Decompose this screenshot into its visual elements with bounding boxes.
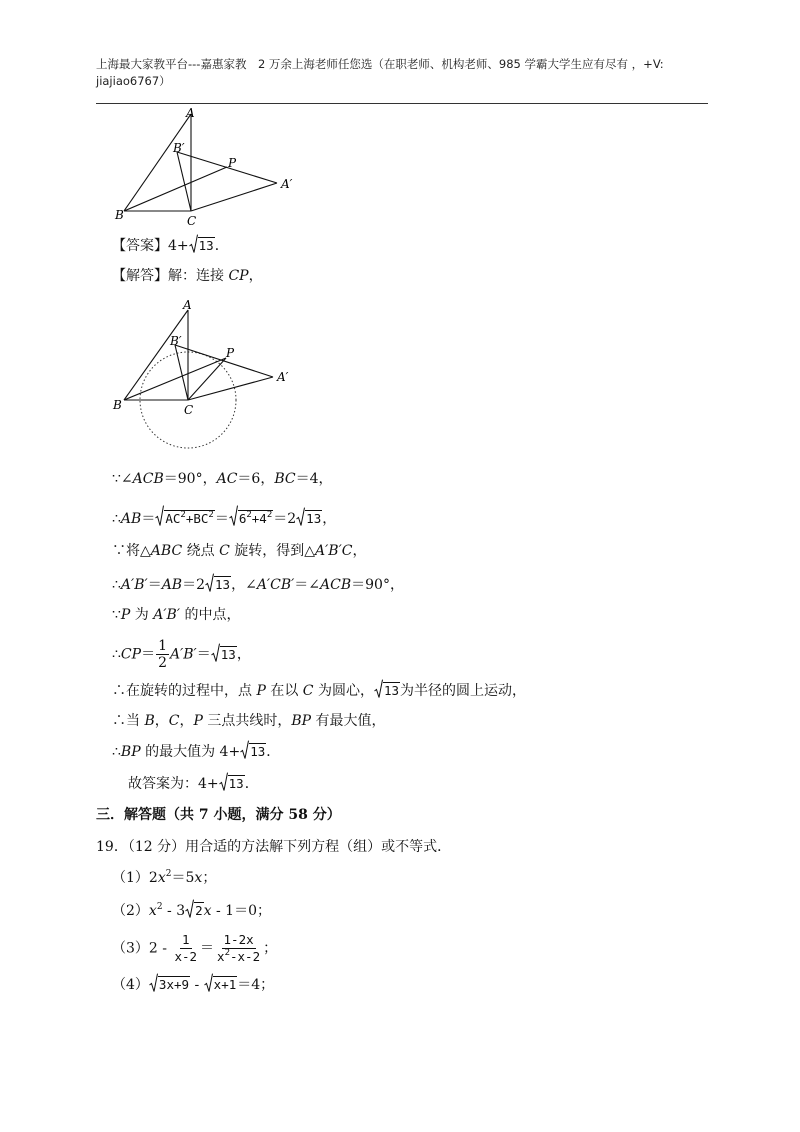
label-P: P [226,346,235,360]
figure-rotation-with-circle [108,295,308,460]
answer-line: 【答案】4+ 13 ． [112,234,229,256]
header-divider [96,103,708,104]
question-19-stem: 19．（12 分）用合适的方法解下列方程（组）或不等式． [96,839,452,855]
fraction: $\frac{1}{x-2}$ [174,932,198,964]
solution-step-2: ∴AB＝ $AC^2+BC^2$ ＝ $6^2+4^2$ ＝2 13 ， [112,505,336,529]
fraction: $\frac{1}{2}$ [158,638,167,671]
sqrt: x+1 [204,973,238,993]
solution-final-answer: 故答案为：4+ 13 ． [128,772,259,794]
figure-triangle-rotation [110,105,310,230]
sqrt: 13 [205,573,231,593]
solution-step-5: ∵P 为 A′B′ 的中点， [112,607,241,623]
sqrt: 2 [185,899,204,919]
label-P: P [228,156,237,170]
solution-step-1: ∵∠ACB＝90°，AC＝6，BC＝4， [112,471,333,487]
label-C: C [187,214,197,228]
sqrt: 13 [219,772,245,792]
solution-intro: 【解答】解：连接 CP， [112,268,263,284]
label-A: A [183,298,192,312]
solution-step-3: ∵将△ABC 绕点 C 旋转，得到△A′B′C， [112,543,367,559]
solution-step-9: ∴BP 的最大值为 4+ 13 ． [112,740,280,762]
label-B: B [115,208,124,222]
label-C: C [184,403,194,417]
q19-part-1: $(1)2x^2=5x$； [112,869,217,886]
sqrt: 13 [240,740,266,760]
solution-step-7: ∴在旋转的过程中，点 P 在以 C 为圆心， 13 为半径的圆上运动， [112,679,526,701]
sqrt: $AC^2+BC^2$ [155,505,214,527]
label-A-prime: A′ [277,370,289,384]
solution-step-4: ∴A′B′＝AB＝2 13 ，∠A′CB′＝∠ACB＝90°， [112,573,404,595]
label-A: A [186,106,195,120]
solution-step-6: ∴CP＝ $\frac{1}{2}$ A′B′＝ 13 ， [112,638,251,671]
sqrt: $6^2+4^2$ [229,505,273,527]
q19-part-4: （4） 3x+9 - x+1 ＝4； [112,973,274,995]
sqrt: 3x+9 [149,973,190,993]
label-B-prime: B′ [173,141,185,155]
fraction: $\frac{1-2x}{x^2-x-2}$ [217,932,261,964]
label-B-prime: B′ [170,334,182,348]
q19-part-2: $(2)x^2 - 3$ 2 x - 1＝0； [112,899,271,921]
section-title: 三．解答题（共 7 小题，满分 58 分） [96,807,341,823]
label-B: B [113,398,122,412]
page-header: 上海最大家教平台---嘉惠家教 2 万余上海老师任您选（在职老师、机构老师、985 学霸大学生应有尽有 ，+V: jiajiao6767） [96,57,664,88]
label-A-prime: A′ [281,177,293,191]
sqrt: 13 [296,507,322,527]
sqrt: 13 [374,679,400,699]
sqrt: 13 [189,234,215,254]
solution-step-8: ∴当 B，C，P 三点共线时，BP 有最大值， [112,713,386,729]
sqrt: 13 [211,643,237,663]
q19-part-3: （3）2 - $\frac{1}{x-2}$ ＝ $\frac{1-2x}{x^2-x-2}$ ； [112,932,278,964]
